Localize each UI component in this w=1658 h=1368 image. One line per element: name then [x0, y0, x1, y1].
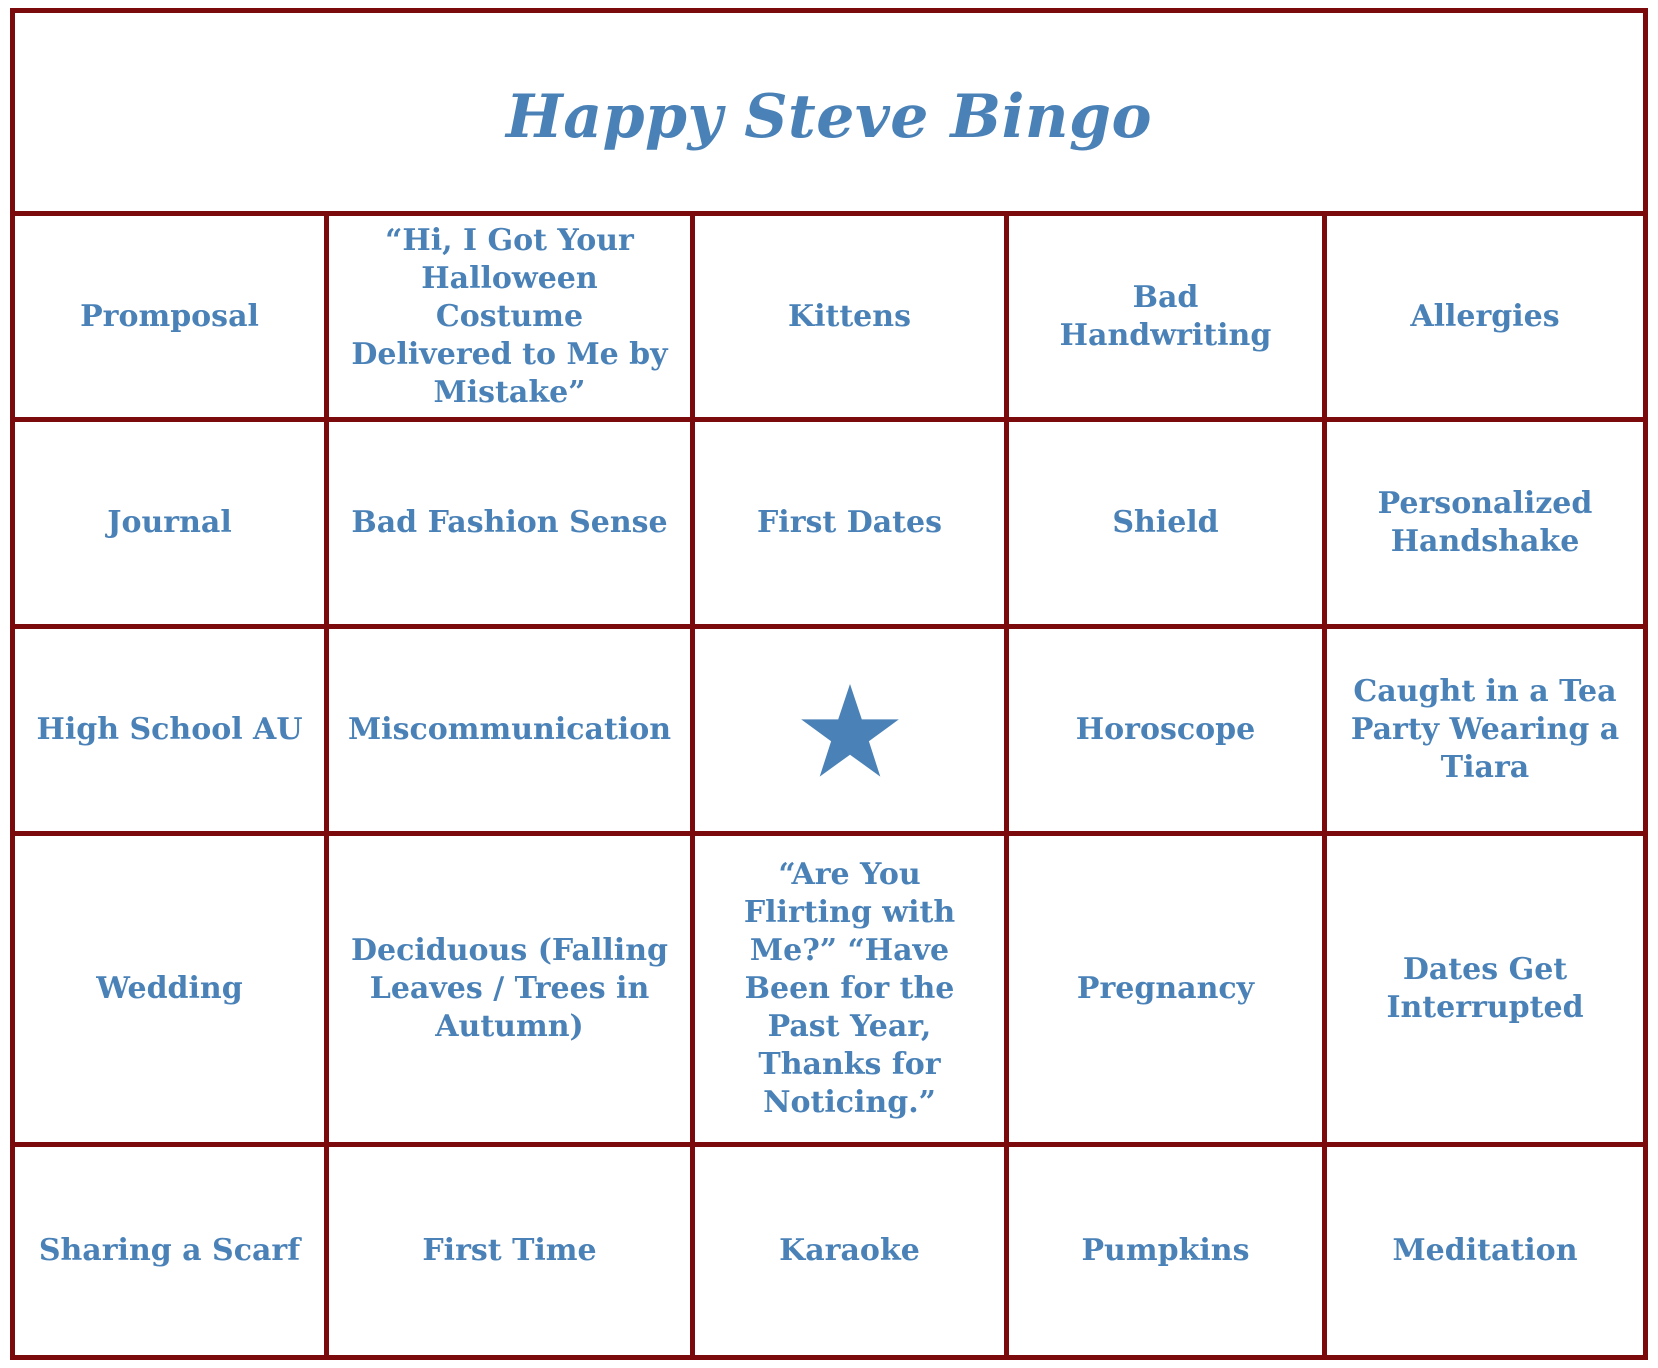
- bingo-cell[interactable]: [1327, 836, 1643, 1147]
- bingo-grid: [15, 216, 1643, 1355]
- bingo-cell-label: Promposal: [80, 298, 259, 334]
- bingo-cell-label: Allergies: [1410, 298, 1560, 334]
- bingo-cell-label: Shield: [1112, 505, 1219, 540]
- bingo-card: [10, 8, 1648, 1360]
- bingo-cell[interactable]: [1327, 1147, 1643, 1355]
- bingo-cell-label: Miscommunication: [347, 712, 672, 747]
- bingo-cell[interactable]: [15, 422, 329, 629]
- bingo-cell[interactable]: [15, 629, 329, 836]
- page-title: Happy Steve Bingo: [506, 82, 1152, 152]
- bingo-cell[interactable]: [1009, 422, 1327, 629]
- bingo-cell-label: “Are You Flirting with Me?” “Have Been for the Past Year, Thanks for Noticing.”: [743, 857, 956, 1120]
- bingo-cell[interactable]: [15, 216, 329, 422]
- bingo-cell[interactable]: [329, 629, 695, 836]
- bingo-cell[interactable]: [329, 836, 695, 1147]
- bingo-cell[interactable]: [1009, 629, 1327, 836]
- bingo-cell-label: Bad Handwriting: [1059, 279, 1272, 353]
- bingo-cell-label: Caught in a Tea Party Wearing a Tiara: [1350, 674, 1620, 785]
- bingo-cell-label: Pumpkins: [1081, 1233, 1250, 1268]
- bingo-cell[interactable]: [695, 1147, 1009, 1355]
- bingo-cell[interactable]: [329, 422, 695, 629]
- bingo-cell-label: Journal: [107, 505, 232, 540]
- bingo-cell[interactable]: [1009, 1147, 1327, 1355]
- bingo-cell-label: High School AU: [36, 712, 303, 747]
- bingo-cell[interactable]: [329, 1147, 695, 1355]
- star-icon: [800, 682, 900, 778]
- bingo-cell[interactable]: [1009, 836, 1327, 1147]
- bingo-cell-label: First Dates: [757, 505, 942, 540]
- bingo-cell[interactable]: [1327, 422, 1643, 629]
- bingo-cell[interactable]: [329, 216, 695, 422]
- bingo-cell[interactable]: [1009, 216, 1327, 422]
- bingo-cell[interactable]: [695, 836, 1009, 1147]
- bingo-cell[interactable]: [1327, 629, 1643, 836]
- bingo-cell-label: “Hi, I Got Your Halloween Costume Delivered to Me by Mistake”: [351, 222, 668, 410]
- bingo-cell[interactable]: [695, 422, 1009, 629]
- free-space-cell[interactable]: [695, 629, 1009, 836]
- bingo-cell-label: Wedding: [96, 971, 243, 1006]
- bingo-cell-label: Pregnancy: [1076, 971, 1255, 1006]
- bingo-cell-label: Dates Get Interrupted: [1386, 952, 1584, 1025]
- bingo-cell[interactable]: [15, 1147, 329, 1355]
- bingo-cell[interactable]: [15, 836, 329, 1147]
- bingo-cell-label: Deciduous (Falling Leaves / Trees in Autumn): [351, 933, 668, 1044]
- bingo-cell[interactable]: [1327, 216, 1643, 422]
- bingo-cell-label: Karaoke: [779, 1233, 920, 1268]
- bingo-cell-label: Personalized Handshake: [1377, 486, 1593, 559]
- bingo-cell-label: Bad Fashion Sense: [351, 505, 668, 540]
- bingo-cell[interactable]: [695, 216, 1009, 422]
- title-row: [15, 13, 1643, 216]
- bingo-cell-label: First Time: [422, 1233, 597, 1268]
- bingo-cell-label: Meditation: [1392, 1233, 1578, 1268]
- bingo-cell-label: Kittens: [788, 298, 911, 334]
- bingo-cell-label: Sharing a Scarf: [38, 1233, 301, 1268]
- bingo-cell-label: Horoscope: [1075, 712, 1256, 747]
